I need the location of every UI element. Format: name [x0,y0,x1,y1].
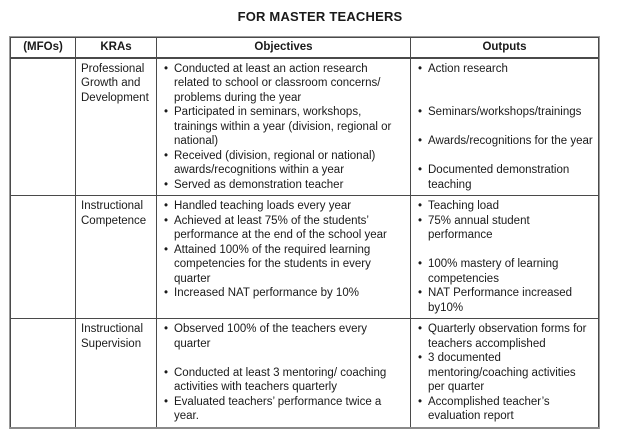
bullet-item: • Action research [417,62,594,77]
bullet-item: • Achieved at least 75% of the students’ performance at the end of the school year [163,214,406,243]
bullet-item: • Increased NAT performance by 10% [163,286,406,301]
bullet-item: • Quarterly observation forms for teachers accomplished [417,322,594,351]
col-header-objectives: Objectives [157,38,411,58]
kra-cell: Professional Growth and Development [76,58,157,196]
bullet-item: • Evaluated teachers’ performance twice a year. [163,395,406,424]
outputs-cell [411,58,599,196]
bullet-item: • Seminars/workshops/trainings [417,105,594,120]
bullet-item: • Served as demonstration teacher [163,178,406,193]
col-header-outputs: Outputs [411,38,599,58]
objectives-cell [157,319,411,428]
bullet-item: • Documented demonstration teaching [417,163,594,192]
bullet-item: • Accomplished teacher’s evaluation report [417,395,594,424]
objectives-cell [157,58,411,196]
table-row [11,319,599,428]
bullet-item: • Observed 100% of the teachers every quarter [163,322,406,351]
bullet-item: • Attained 100% of the required learning competencies for the students in every quarter [163,243,406,287]
table-header [11,38,599,58]
table-row [11,196,599,319]
bullet-item: • Received (division, regional or national) awards/recognitions within a year [163,149,406,178]
bullet-item: • 75% annual student performance [417,214,594,243]
bullet-item: • Teaching load [417,199,594,214]
mfo-cell [11,196,76,319]
bullet-item: • 3 documented mentoring/coaching activities per quarter [417,351,594,395]
col-header-mfos: (MFOs) [11,38,76,58]
bullet-item: • Participated in seminars, workshops, trainings within a year (division, regional or national) [163,105,406,149]
objectives-cell [157,196,411,319]
outputs-cell [411,196,599,319]
bullet-item: • Handled teaching loads every year [163,199,406,214]
outputs-cell [411,319,599,428]
bullet-item: • NAT Performance increased by10% [417,286,594,315]
table-body [11,58,599,428]
bullet-item: • Awards/recognitions for the year [417,134,594,149]
bullet-item: • Conducted at least 3 mentoring/ coaching activities with teachers quarterly [163,366,406,395]
bullet-item: • 100% mastery of learning competencies [417,257,594,286]
mfo-cell [11,58,76,196]
kra-table [10,37,599,429]
page-title: FOR MASTER TEACHERS [237,9,403,24]
kra-cell: Instructional Competence [76,196,157,319]
table-row [11,58,599,196]
kra-cell: Instructional Supervision [76,319,157,428]
mfo-cell [11,319,76,428]
col-header-kras: KRAs [76,38,157,58]
header-row [11,38,599,58]
bullet-item: • Conducted at least an action research related to school or classroom concerns/ problems during the year [163,62,406,106]
